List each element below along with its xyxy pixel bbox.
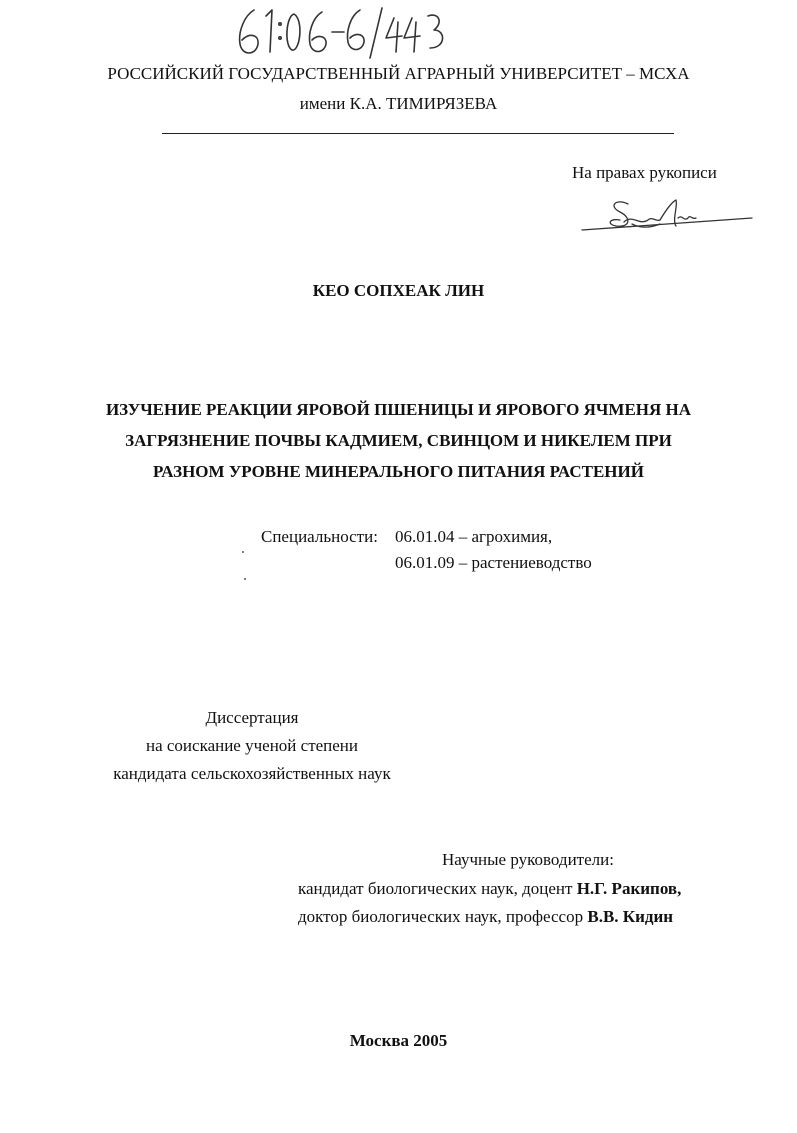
city-year: Москва 2005 bbox=[349, 1031, 448, 1050]
title-line: РАЗНОМ УРОВНЕ МИНЕРАЛЬНОГО ПИТАНИЯ РАСТЕНИЙ bbox=[153, 462, 644, 481]
supervisors-label: Научные руководители: bbox=[442, 850, 614, 869]
supervisor-name: Н.Г. Ракипов, bbox=[576, 879, 682, 898]
title-line: ЗАГРЯЗНЕНИЕ ПОЧВЫ КАДМИЕМ, СВИНЦОМ И НИКЕЛЕМ ПРИ bbox=[125, 431, 672, 450]
dissertation-line: Диссертация bbox=[205, 708, 299, 727]
rights-note: На правах рукописи bbox=[572, 163, 717, 182]
scan-speck bbox=[244, 578, 246, 580]
archive-number-handwritten bbox=[232, 2, 452, 64]
header-divider bbox=[162, 133, 674, 134]
dissertation-line: на соискание ученой степени bbox=[145, 736, 359, 755]
title-line: ИЗУЧЕНИЕ РЕАКЦИИ ЯРОВОЙ ПШЕНИЦЫ И ЯРОВОГО ЯЧМЕНЯ НА bbox=[105, 400, 692, 419]
supervisor-entry bbox=[298, 879, 681, 899]
supervisor-title: кандидат биологических наук, доцент bbox=[298, 879, 573, 898]
supervisor-entry bbox=[298, 907, 673, 927]
supervisor-title: доктор биологических наук, профессор bbox=[298, 907, 584, 926]
specialty-item: 06.01.04 – агрохимия, bbox=[395, 527, 553, 546]
dissertation-line: кандидата сельскохозяйственных наук bbox=[113, 764, 391, 783]
specialties-label: Специальности: bbox=[261, 527, 378, 546]
signature-handwritten bbox=[580, 192, 755, 242]
specialty-item: 06.01.09 – растениеводство bbox=[395, 553, 592, 572]
scan-speck bbox=[242, 551, 244, 553]
author-name: КЕО СОПХЕАК ЛИН bbox=[312, 281, 485, 300]
supervisor-name: В.В. Кидин bbox=[587, 907, 674, 926]
university-name: РОССИЙСКИЙ ГОСУДАРСТВЕННЫЙ АГРАРНЫЙ УНИВЕРСИТЕТ – МСХА bbox=[107, 64, 690, 83]
university-name-suffix: имени К.А. ТИМИРЯЗЕВА bbox=[299, 94, 498, 113]
